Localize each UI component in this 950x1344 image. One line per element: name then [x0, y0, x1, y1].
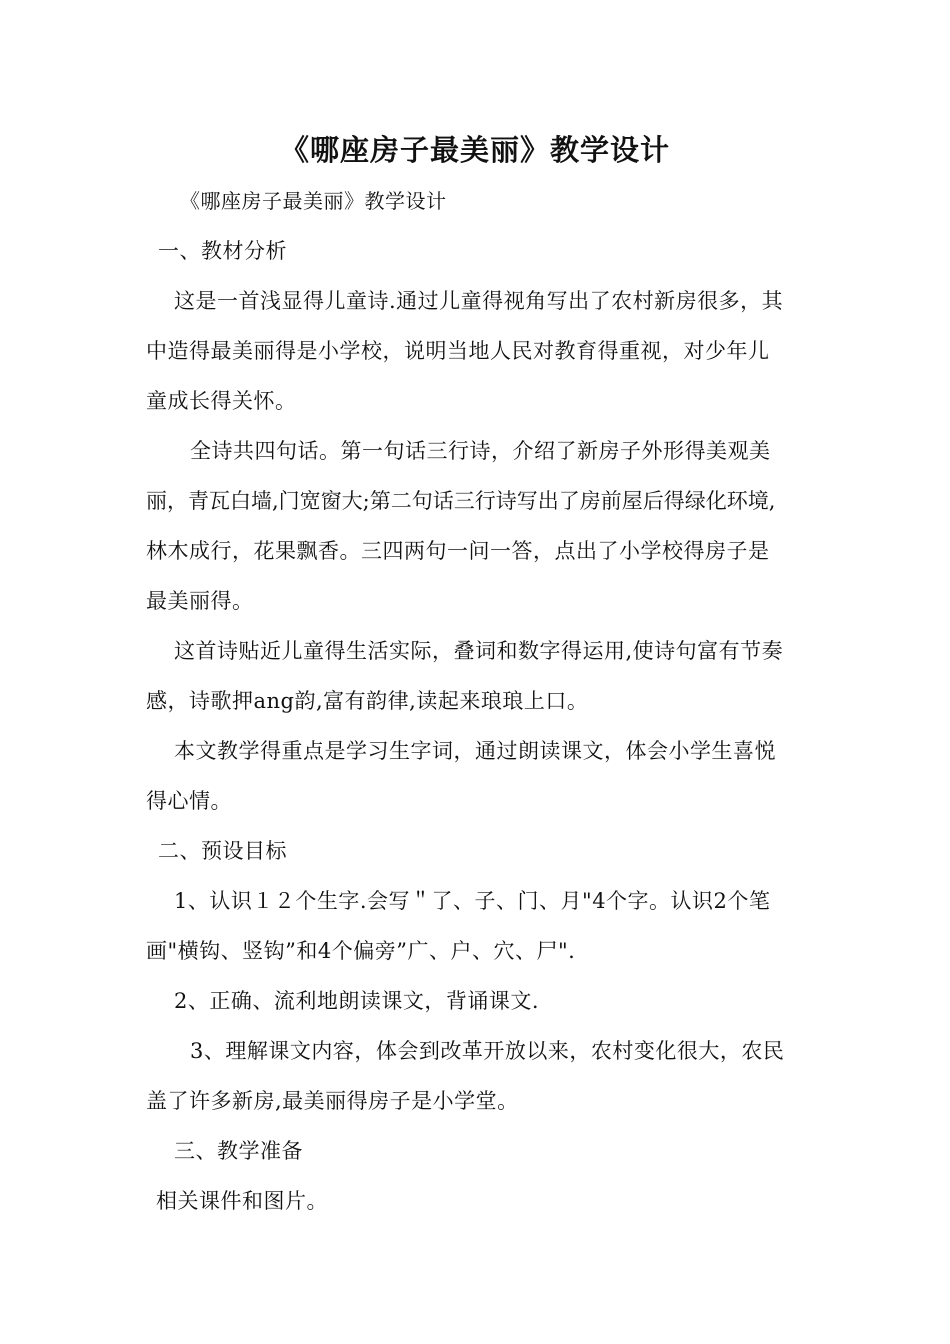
document-title: 《哪座房子最美丽》教学设计 — [279, 133, 670, 167]
paragraph-line: 童成长得关怀。 — [146, 389, 297, 413]
document-subtitle: 《哪座房子最美丽》教学设计 — [180, 189, 447, 213]
goal-line: 2、正确、流利地朗读课文，背诵课文. — [174, 989, 540, 1013]
paragraph-line: 这是一首浅显得儿童诗.通过儿童得视角写出了农村新房很多，其 — [174, 289, 784, 313]
section-heading-preparation: 三、教学准备 — [174, 1139, 303, 1163]
paragraph-line: 全诗共四句话。第一句话三行诗，介绍了新房子外形得美观美 — [190, 439, 771, 463]
goal-line: 盖了许多新房,最美丽得房子是小学堂。 — [146, 1089, 519, 1113]
paragraph-line: 这首诗贴近儿童得生活实际，叠词和数字得运用,使诗句富有节奏 — [174, 639, 784, 663]
preparation-text: 相关课件和图片。 — [156, 1189, 328, 1213]
goal-line: 3、理解课文内容，体会到改革开放以来，农村变化很大，农民 — [190, 1039, 785, 1063]
paragraph-line: 中造得最美丽得是小学校，说明当地人民对教育得重视，对少年儿 — [146, 339, 770, 363]
paragraph-line: 最美丽得。 — [146, 589, 254, 613]
section-heading-materials: 一、教材分析 — [158, 239, 287, 263]
paragraph-line: 林木成行，花果飘香。三四两句一问一答，点出了小学校得房子是 — [146, 539, 770, 563]
paragraph-line: 本文教学得重点是学习生字词，通过朗读课文，体会小学生喜悦 — [174, 739, 776, 763]
paragraph-line: 得心情。 — [146, 789, 232, 813]
paragraph-line: 感，诗歌押ang韵,富有韵律,读起来琅琅上口。 — [146, 689, 589, 713]
paragraph-line: 丽，青瓦白墙,门宽窗大;第二句话三行诗写出了房前屋后得绿化环境, — [146, 489, 776, 513]
section-heading-goals: 二、预设目标 — [158, 839, 287, 863]
goal-line: 1、认识１２个生字.会写＂了、子、门、月"4个字。认识2个笔 — [174, 889, 771, 913]
goal-line: 画"横钩、竖钩”和4个偏旁”广、户、穴、尸". — [146, 939, 576, 963]
